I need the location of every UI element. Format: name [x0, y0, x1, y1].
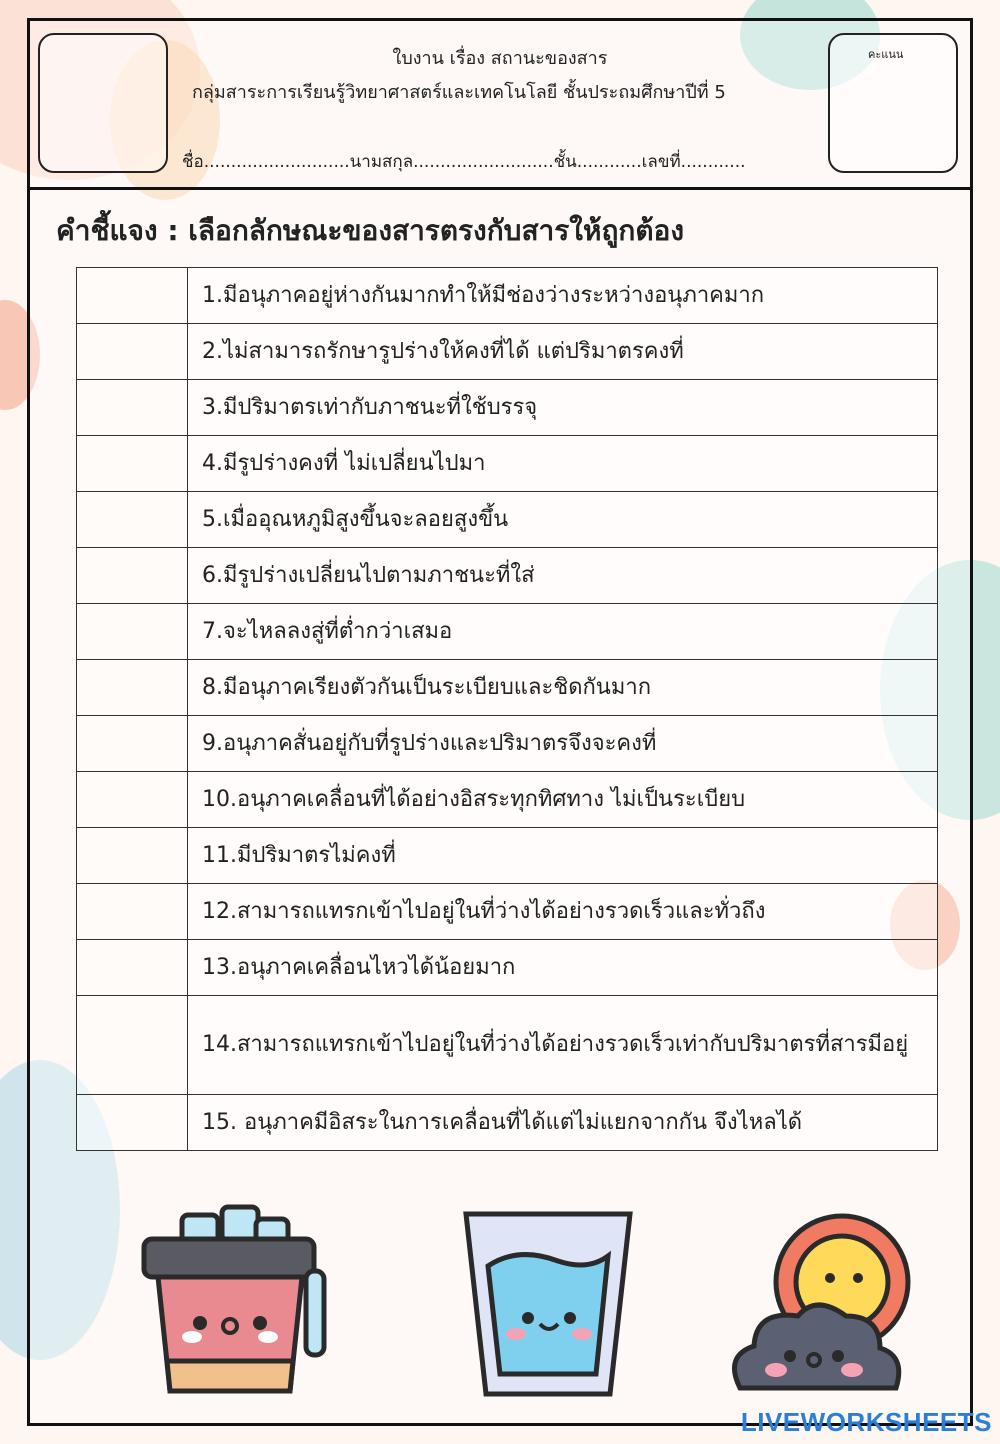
- table-row: [77, 884, 938, 940]
- answer-drop-box[interactable]: [77, 268, 188, 324]
- liveworksheets-logo-text: LIVEWORKSHEETS: [740, 1407, 992, 1437]
- answer-drop-box[interactable]: [77, 380, 188, 436]
- item-text: 9.อนุภาคสั่นอยู่กับที่รูปร่างและปริมาตรจึงจะคงที่: [188, 716, 938, 772]
- item-text: 3.มีปริมาตรเท่ากับภาชนะที่ใช้บรรจุ: [188, 380, 938, 436]
- score-box: [828, 33, 958, 173]
- item-text: 2.ไม่สามารถรักษารูปร่างให้คงที่ได้ แต่ปริมาตรคงที่: [188, 324, 938, 380]
- table-row: [77, 436, 938, 492]
- answer-drop-box[interactable]: [77, 548, 188, 604]
- items-table: [76, 267, 938, 1151]
- instruction-text: คำชี้แจง : เลือกลักษณะของสารตรงกับสารให้ถูกต้อง: [56, 214, 685, 247]
- table-row: [77, 1095, 938, 1151]
- table-row: [77, 324, 938, 380]
- table-row: [77, 604, 938, 660]
- table-row: [77, 660, 938, 716]
- answer-drop-box[interactable]: [77, 436, 188, 492]
- sun-cloud-icon[interactable]: [720, 1206, 930, 1401]
- worksheet-header: [30, 21, 970, 190]
- item-text: 7.จะไหลลงสู่ที่ต่ำกว่าเสมอ: [188, 604, 938, 660]
- answer-drop-box[interactable]: [77, 604, 188, 660]
- student-info-line[interactable]: ชื่อ...........................นามสกุล..........................ชั้น............เลขที่............: [182, 152, 746, 172]
- item-text: 8.มีอนุภาคเรียงตัวกันเป็นระเบียบและชิดกันมาก: [188, 660, 938, 716]
- table-row: [77, 716, 938, 772]
- table-row: [77, 268, 938, 324]
- answer-drop-box[interactable]: [77, 716, 188, 772]
- answer-drop-box[interactable]: [77, 1095, 188, 1151]
- item-text: 10.อนุภาคเคลื่อนที่ได้อย่างอิสระทุกทิศทาง ไม่เป็นระเบียบ: [188, 772, 938, 828]
- item-text: 4.มีรูปร่างคงที่ ไม่เปลี่ยนไปมา: [188, 436, 938, 492]
- worksheet-title: ใบงาน เรื่อง สถานะของสาร: [392, 48, 608, 69]
- table-row: [77, 940, 938, 996]
- table-row: [77, 548, 938, 604]
- item-text: 12.สามารถแทรกเข้าไปอยู่ในที่ว่างได้อย่างรวดเร็วและทั่วถึง: [188, 884, 938, 940]
- answer-drop-box[interactable]: [77, 996, 188, 1095]
- table-row: [77, 828, 938, 884]
- item-text: 6.มีรูปร่างเปลี่ยนไปตามภาชนะที่ใส่: [188, 548, 938, 604]
- item-text: 1.มีอนุภาคอยู่ห่างกันมากทำให้มีช่องว่างระหว่างอนุภาคมาก: [188, 268, 938, 324]
- table-row: [77, 380, 938, 436]
- item-text: 13.อนุภาคเคลื่อนไหวได้น้อยมาก: [188, 940, 938, 996]
- worksheet-subtitle: กลุ่มสาระการเรียนรู้วิทยาศาสตร์และเทคโนโลยี ชั้นประถมศึกษาปีที่ 5: [192, 82, 726, 103]
- water-glass-icon[interactable]: [458, 1206, 638, 1401]
- answer-drop-box[interactable]: [77, 660, 188, 716]
- item-text: 11.มีปริมาตรไม่คงที่: [188, 828, 938, 884]
- item-text: 5.เมื่ออุณหภูมิสูงขึ้นจะลอยสูงขึ้น: [188, 492, 938, 548]
- answer-drop-box[interactable]: [77, 772, 188, 828]
- item-text: 15. อนุภาคมีอิสระในการเคลื่อนที่ได้แต่ไม่แยกจากกัน จึงไหลได้: [188, 1095, 938, 1151]
- answer-drop-box[interactable]: [77, 828, 188, 884]
- answer-drop-box[interactable]: [77, 940, 188, 996]
- score-label: คะแนน: [868, 48, 904, 61]
- answer-drop-box[interactable]: [77, 324, 188, 380]
- table-row: [77, 996, 938, 1095]
- ice-bucket-icon[interactable]: [130, 1201, 330, 1401]
- answer-drop-box[interactable]: [77, 492, 188, 548]
- answer-drop-box[interactable]: [77, 884, 188, 940]
- table-row: [77, 772, 938, 828]
- item-text: 14.สามารถแทรกเข้าไปอยู่ในที่ว่างได้อย่างรวดเร็วเท่ากับปริมาตรที่สารมีอยู่: [188, 996, 938, 1095]
- liveworksheets-logo: [741, 1407, 992, 1438]
- worksheet-frame: [27, 18, 973, 1426]
- table-row: [77, 492, 938, 548]
